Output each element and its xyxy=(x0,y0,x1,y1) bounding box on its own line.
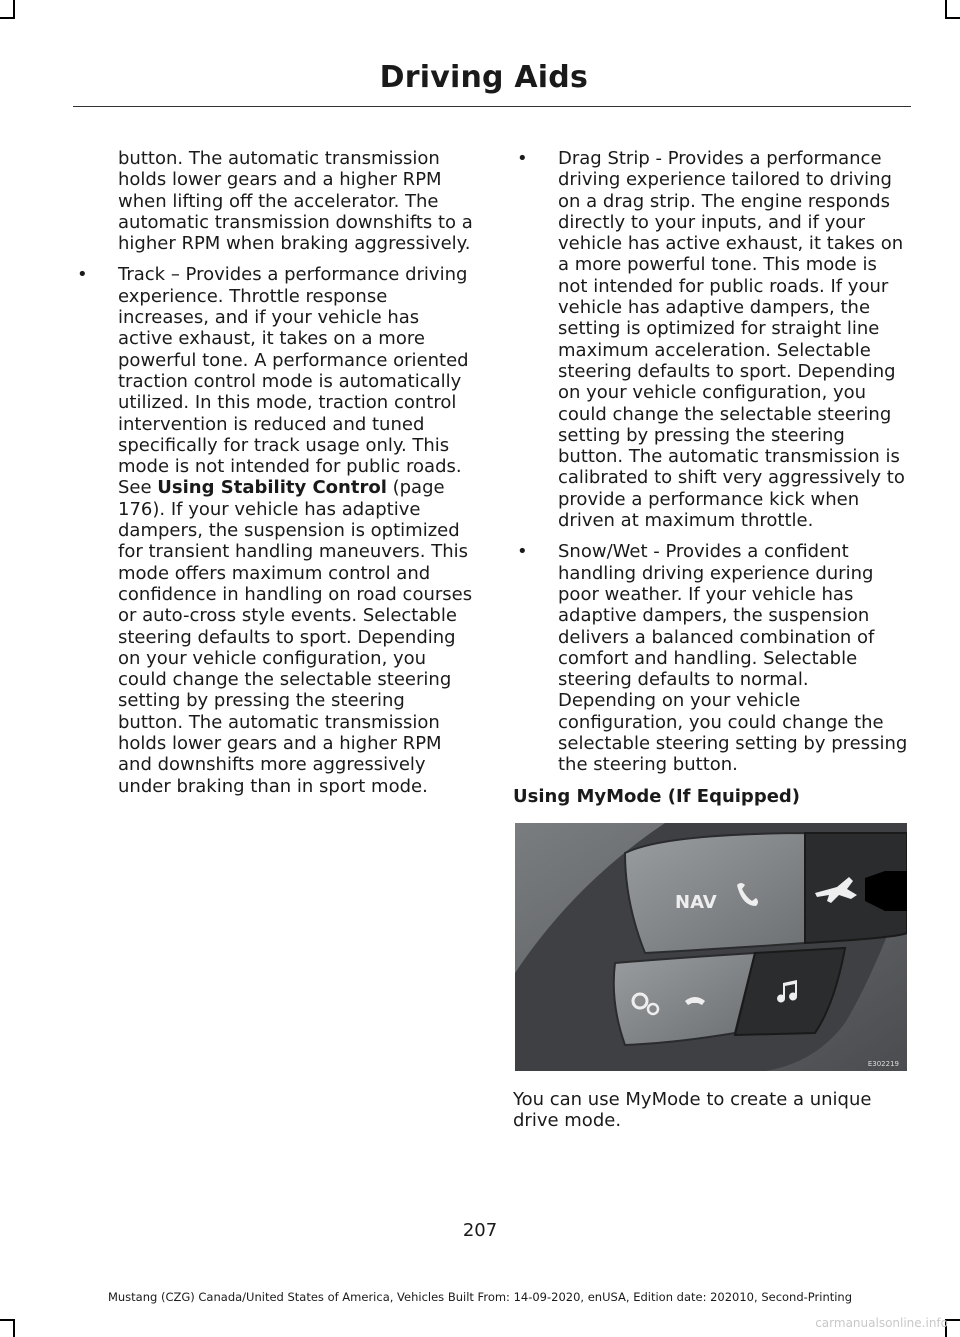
bullet-marker: • xyxy=(77,264,88,286)
right-column xyxy=(513,148,909,1150)
crop-mark xyxy=(13,0,15,18)
steering-wheel-switch-illustration xyxy=(515,823,907,1071)
body-paragraph: You can use MyMode to create a unique drive mode. xyxy=(513,1088,872,1132)
crop-mark xyxy=(945,17,960,19)
bullet-snow-wet xyxy=(513,541,909,775)
bullet-text: Track – Provides a performance driving experience. Throttle response increases, and if your vehicle has active exhaust, it takes on a more powerful tone. A performance oriented traction control mode is automatically utilized. In this mode, traction control intervention is reduced and tuned specifically for track usage only. This mode is not intended for public roads. See xyxy=(118,264,469,499)
watermark: carmanualsonline.info xyxy=(815,1316,948,1330)
crop-mark xyxy=(0,17,15,19)
section-heading: Using MyMode (If Equipped) xyxy=(513,785,801,807)
left-column xyxy=(73,148,473,807)
bullet-marker: • xyxy=(517,541,528,563)
bullet-text: Snow/Wet - Provides a confident handling driving experience during poor weather. If your vehicle has adaptive dampers, the suspension delivers a balanced combination of comfort and handling. Selectable steering defaults to normal. Depending on your vehicle configuration, you could change the selectable steering setting by pressing the steering button. xyxy=(558,541,908,776)
continuation-paragraph: button. The automatic transmission holds lower gears and a higher RPM when lifting off the accelerator. The automatic transmission downshifts to a higher RPM when braking aggressively. xyxy=(118,148,473,255)
page-number: 207 xyxy=(462,1220,498,1241)
bullet-track xyxy=(73,264,473,796)
header-rule xyxy=(73,106,911,107)
steering-wheel-switch-figure xyxy=(515,823,907,1071)
nav-label: NAV xyxy=(675,891,717,913)
bullet-drag-strip xyxy=(513,148,909,531)
crop-mark xyxy=(13,1319,15,1337)
crop-mark xyxy=(945,0,947,18)
bullet-text: (page 176). If your vehicle has adaptive dampers, the suspension is optimized for transient handling maneuvers. This mode offers maximum control and confidence in handling on road courses or auto-cross style events. Selectable steering defaults to sport. Depending on your vehicle configuration, you could change the selectable steering setting by pressing the steering button. The automatic transmission holds lower gears and a higher RPM and downshifts more aggressively under braking than in sport mode. xyxy=(118,477,473,797)
bullet-marker: • xyxy=(517,148,528,169)
page-title: Driving Aids xyxy=(379,60,588,95)
figure-code: E302219 xyxy=(867,1059,899,1068)
crop-mark xyxy=(0,1319,15,1321)
bullet-text: Drag Strip - Provides a performance driving experience tailored to driving on a drag strip. The engine responds directly to your inputs, and if your vehicle has active exhaust, it takes on a more powerful tone. This mode is not intended for public roads. If your vehicle has adaptive dampers, the setting is optimized for straight line maximum acceleration. Selectable steering defaults to sport. Depending on your vehicle configuration, you could change the selectable steering setting by pressing the steering button. The automatic transmission is calibrated to shift very aggressively to provide a performance kick when driven at maximum throttle. xyxy=(558,148,905,532)
footer-text: Mustang (CZG) Canada/United States of America, Vehicles Built From: 14-09-2020, enUSA, Edition date: 202010, Second-Printing xyxy=(107,1290,853,1304)
cross-reference-link[interactable]: Using Stability Control xyxy=(157,477,387,499)
